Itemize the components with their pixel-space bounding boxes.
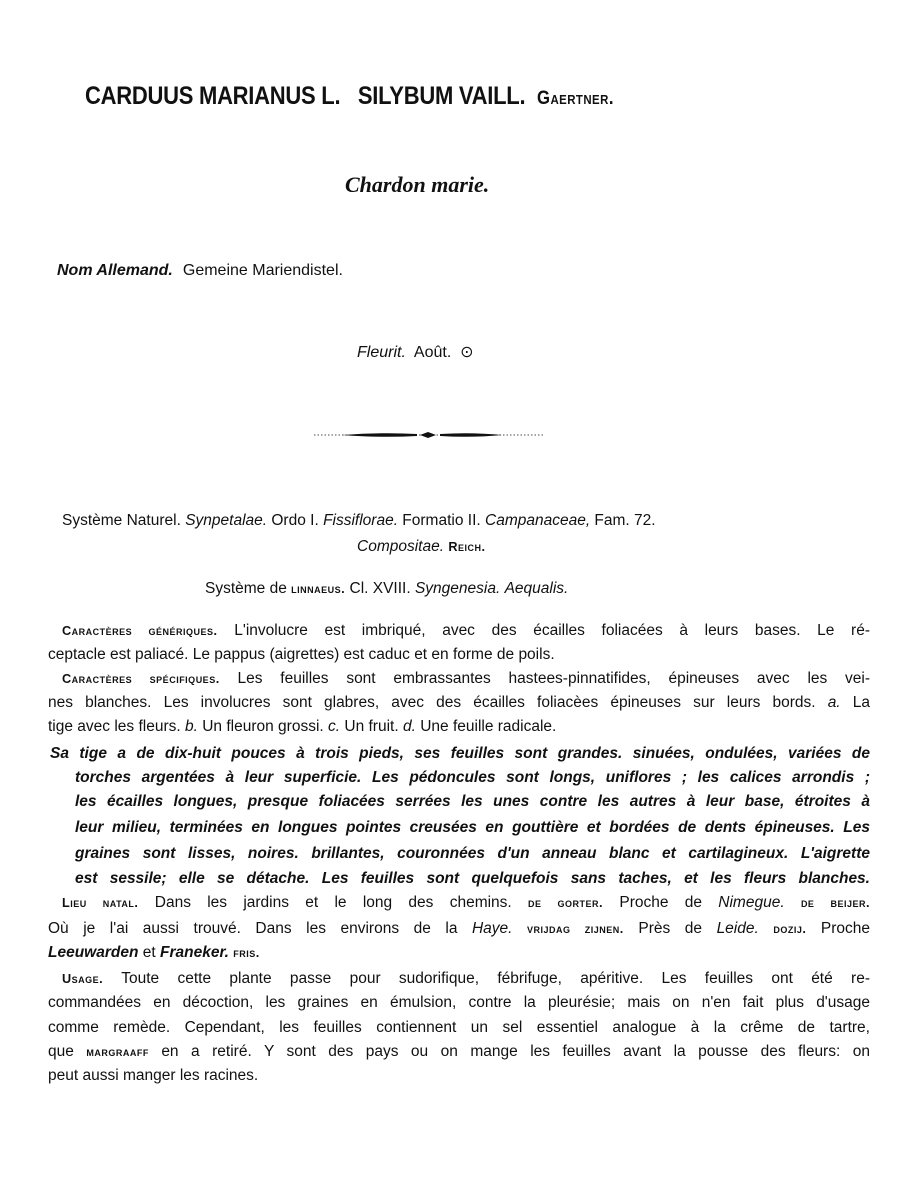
- text-segment: Formatio II.: [398, 512, 485, 529]
- text-segment: les écailles longues, presque foliacées serrées les unes contre les autres à leur base, étroites à: [75, 793, 870, 810]
- text-line: [62, 970, 870, 988]
- text-segment: Campanaceae,: [485, 512, 591, 529]
- text-line: [48, 920, 870, 938]
- text-segment: margraaff: [86, 1044, 149, 1059]
- text-segment: fris.: [233, 945, 260, 960]
- text-segment: de beijer.: [800, 895, 870, 910]
- text-segment: Système de: [205, 580, 292, 597]
- text-segment: et: [138, 944, 160, 961]
- text-segment: L'involucre est imbriqué, avec des écailles foliacées à leurs bases. Le ré-: [217, 622, 870, 639]
- title-latin-name: CARDUUS MARIANUS L.: [85, 82, 341, 110]
- text-segment: Usage.: [62, 971, 104, 986]
- text-segment: leur milieu, terminées en longues pointes creusées en gouttière et bordées de dents épineuses. Les: [75, 819, 870, 836]
- text-segment: Haye.: [471, 920, 513, 937]
- german-name-value: Gemeine Mariendistel.: [182, 262, 343, 279]
- text-segment: La: [840, 694, 870, 711]
- text-segment: c.: [328, 718, 341, 735]
- text-segment: Un fleuron grossi.: [197, 718, 329, 735]
- text-line: [48, 994, 870, 1012]
- text-segment: Une feuille radicale.: [415, 718, 557, 735]
- annual-symbol: ⊙: [460, 344, 474, 361]
- text-line: [75, 870, 870, 888]
- flowering-period: [357, 342, 474, 362]
- text-segment: Leeuwarden: [48, 944, 139, 961]
- text-line: [75, 819, 870, 837]
- text-segment: Synpetalae.: [185, 512, 268, 529]
- text-segment: [512, 920, 527, 937]
- text-segment: Fam. 72.: [590, 512, 656, 529]
- text-line: [48, 944, 260, 962]
- text-segment: Un fruit.: [340, 718, 403, 735]
- text-line: [48, 1019, 870, 1037]
- title-genus: SILYBUM VAILL.: [357, 82, 526, 110]
- text-segment: [785, 894, 801, 911]
- text-segment: Sa tige a de dix-huit pouces à trois pieds, ses feuilles sont grandes. sinuées, ondulées, variées de: [50, 745, 870, 762]
- text-segment: [759, 920, 774, 937]
- text-segment: Où je l'ai aussi trouvé. Dans les environs de la: [48, 920, 472, 937]
- text-line: [48, 694, 870, 712]
- text-line: [205, 580, 568, 598]
- text-line: [48, 646, 555, 664]
- text-segment: commandées en décoction, les graines en émulsion, contre la pleurésie; mais on n'en fait plus d'usage: [48, 994, 870, 1011]
- text-line: [357, 538, 486, 556]
- text-segment: est sessile; elle se détache. Les feuilles sont quelquefois sans taches, et les fleurs blanches.: [75, 870, 870, 887]
- text-segment: Compositae.: [357, 538, 445, 555]
- text-segment: vrijdag zijnen.: [527, 921, 624, 936]
- text-line: [75, 845, 870, 863]
- text-line: [62, 622, 870, 640]
- text-segment: de gorter.: [528, 895, 604, 910]
- text-segment: Franeker.: [160, 944, 229, 961]
- text-segment: Caractères spécifiques.: [62, 671, 220, 686]
- text-segment: Syngenesia.: [414, 580, 501, 597]
- flowering-value: Août.: [413, 344, 452, 361]
- text-segment: torches argentées à leur superficie. Les pédoncules sont longs, uniflores ; les calices arrondis ;: [75, 769, 870, 786]
- german-name: [57, 262, 343, 280]
- text-segment: comme remède. Cependant, les feuilles contiennent un sel essentiel analogue à la crême de tartre,: [48, 1019, 870, 1036]
- text-segment: Système Naturel.: [62, 512, 186, 529]
- text-segment: Lieu natal.: [62, 895, 139, 910]
- text-segment: Nimegue.: [718, 894, 785, 911]
- text-line: [48, 1067, 258, 1085]
- text-segment: dozij.: [773, 921, 807, 936]
- text-line: [75, 793, 870, 811]
- text-segment: en a retiré. Y sont des pays ou on mange les feuilles avant la pousse des fleurs: on: [148, 1043, 870, 1060]
- text-line: [75, 769, 870, 787]
- text-segment: Reich.: [448, 539, 486, 554]
- text-line: [62, 670, 870, 688]
- text-segment: a.: [827, 694, 841, 711]
- text-segment: Ordo I.: [267, 512, 324, 529]
- text-segment: Leide.: [716, 920, 759, 937]
- text-segment: Dans les jardins et le long des chemins.: [138, 894, 529, 911]
- text-segment: b.: [184, 718, 198, 735]
- text-segment: Toute cette plante passe pour sudorifique, fébrifuge, apéritive. Les feuilles ont été re-: [103, 970, 870, 987]
- text-segment: Proche de: [603, 894, 719, 911]
- page-title: [85, 82, 614, 111]
- text-segment: peut aussi manger les racines.: [48, 1067, 259, 1084]
- text-line: [50, 745, 870, 763]
- text-segment: Près de: [623, 920, 717, 937]
- title-author: Gaertner.: [537, 88, 614, 109]
- ornament-divider: [312, 428, 547, 442]
- text-segment: nes blanches. Les involucres sont glabres, avec des écailles foliacèes épineuses sur leurs bords.: [48, 694, 828, 711]
- text-segment: Les feuilles sont embrassantes hastees-pinnatifides, épineuses avec les vei-: [219, 670, 871, 687]
- text-line: [62, 512, 656, 530]
- german-name-label: Nom Allemand.: [57, 262, 173, 279]
- text-segment: linnaeus.: [291, 581, 346, 596]
- text-segment: tige avec les fleurs.: [48, 718, 185, 735]
- text-segment: que: [48, 1043, 87, 1060]
- text-segment: ceptacle est paliacé. Le pappus (aigrettes) est caduc et en forme de poils.: [48, 646, 555, 663]
- text-segment: Aequalis.: [504, 580, 569, 597]
- text-segment: Proche: [806, 920, 871, 937]
- text-segment: Caractères génériques.: [62, 623, 218, 638]
- text-line: [48, 1043, 870, 1061]
- text-segment: d.: [402, 718, 416, 735]
- text-segment: graines sont lisses, noires. brillantes, couronnées d'un anneau blanc et cartilagineux. L'aigrette: [75, 845, 870, 862]
- text-line: [48, 718, 556, 736]
- flowering-label: Fleurit.: [357, 344, 406, 361]
- text-segment: Cl. XVIII.: [345, 580, 415, 597]
- common-name: Chardon marie.: [345, 172, 490, 197]
- text-line: [62, 894, 870, 912]
- text-segment: Fissiflorae.: [323, 512, 398, 529]
